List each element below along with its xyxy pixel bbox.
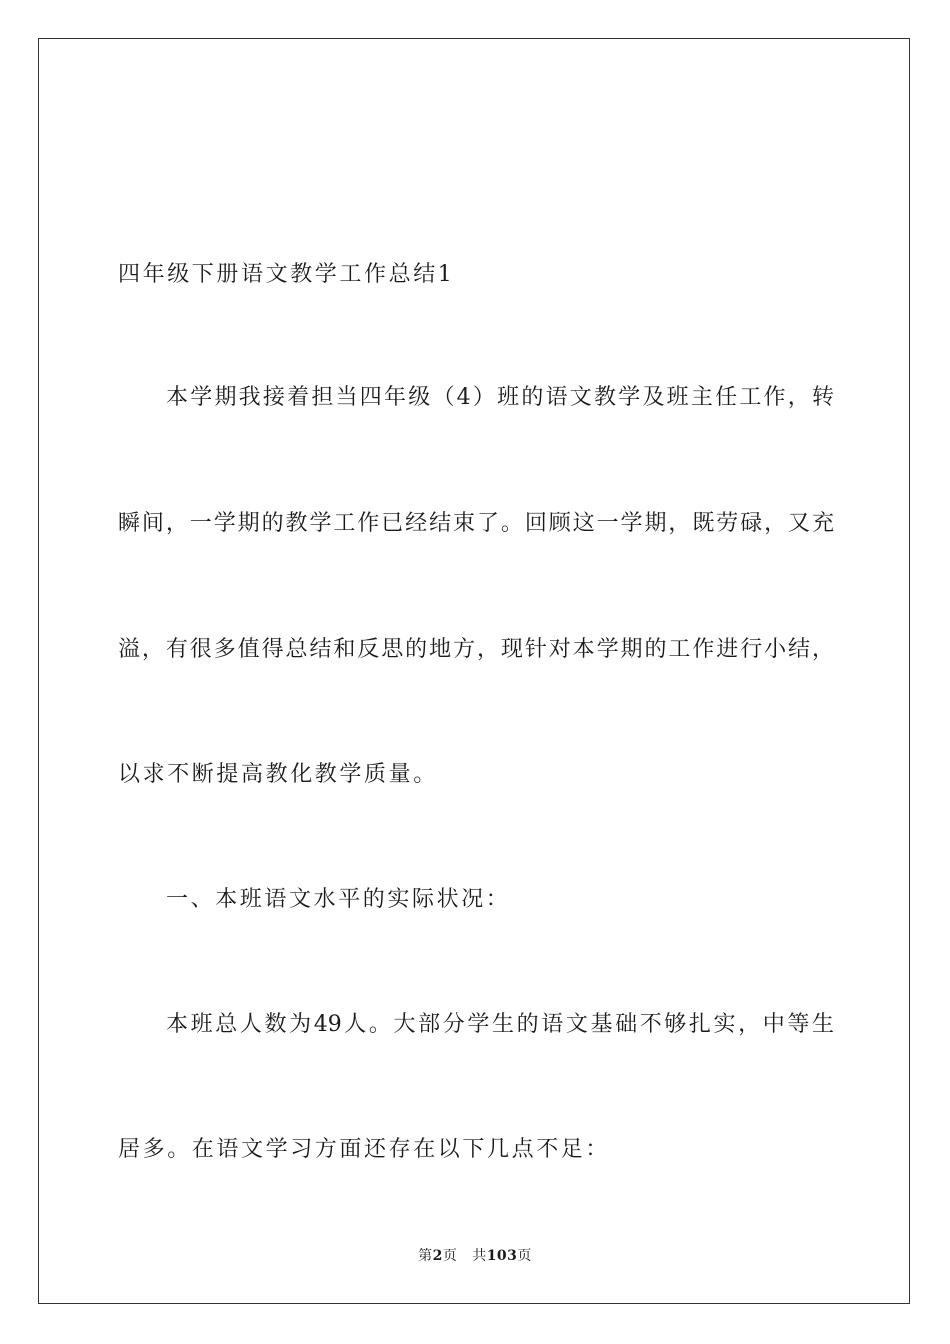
paragraph-1-line-4: 以求不断提高教化教学质量。 [118, 762, 438, 787]
paragraph-1-line-3: 溢，有很多值得总结和反思的地方，现针对本学期的工作进行小结， [118, 637, 834, 662]
footer-total-unit: 页 [517, 1248, 532, 1264]
current-page-number: 2 [432, 1248, 443, 1264]
section-1-heading: 一、本班语文水平的实际状况： [166, 887, 511, 912]
paragraph-2-line-1: 本班总人数为49人。大部分学生的语文基础不够扎实，中等生 [166, 1012, 834, 1037]
paragraph-1-line-1: 本学期我接着担当四年级（4）班的语文教学及班主任工作，转 [166, 385, 834, 410]
page-number-footer [0, 1247, 950, 1265]
footer-prefix: 第 [418, 1248, 433, 1264]
paragraph-2-line-2: 居多。在语文学习方面还存在以下几点不足： [118, 1137, 611, 1162]
page-border [38, 38, 910, 1304]
total-pages-number: 103 [486, 1248, 518, 1264]
document-title: 四年级下册语文教学工作总结1 [118, 262, 455, 287]
footer-total-prefix: 共 [472, 1248, 487, 1264]
footer-page-unit: 页 [442, 1248, 458, 1264]
paragraph-1-line-2: 瞬间，一学期的教学工作已经结束了。回顾这一学期，既劳碌，又充 [118, 511, 834, 536]
